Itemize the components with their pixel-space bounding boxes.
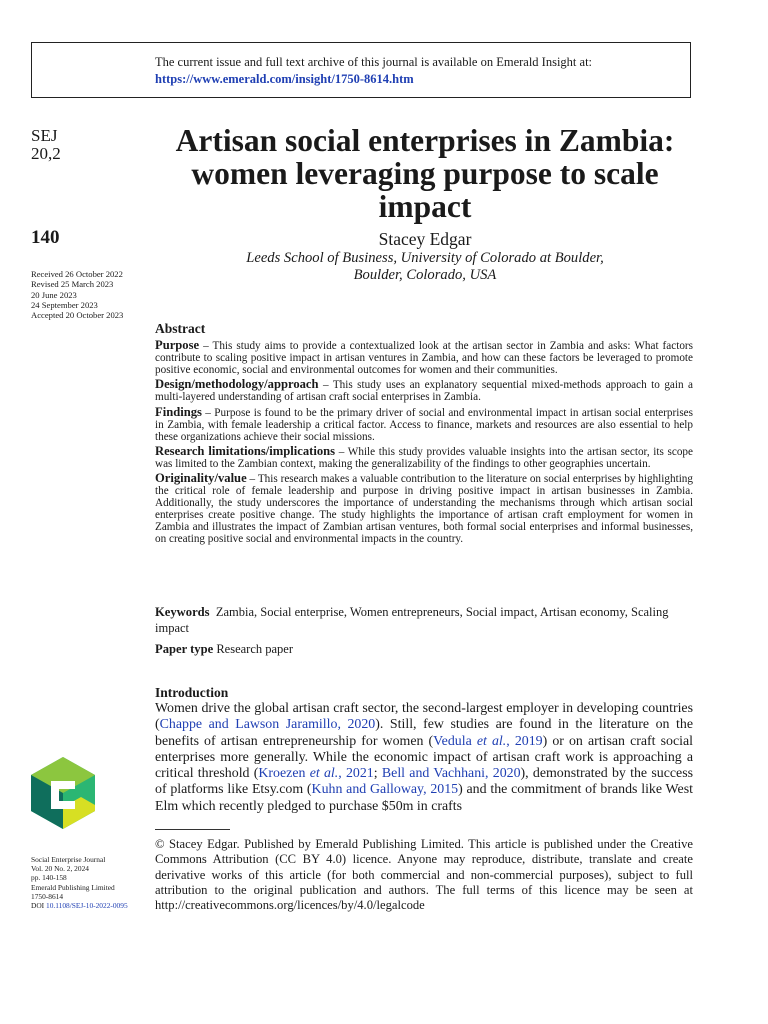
publication-meta	[31, 855, 149, 910]
section-label: Design/methodology/approach	[155, 377, 319, 392]
meta-line: pp. 140-158	[31, 873, 67, 883]
intro-text: ), demonstrated by the success of platforms like Etsy.com (	[155, 766, 694, 798]
abstract-limitations	[155, 446, 693, 471]
paper-type-value: Research paper	[216, 642, 294, 656]
citation-link[interactable]: Kuhn and Galloway, 2015	[311, 782, 459, 798]
meta-line: 1750-8614	[31, 891, 64, 901]
affiliation-line: Boulder, Colorado, USA	[353, 267, 497, 283]
abstract-design	[155, 379, 693, 404]
notice-text: The current issue and full text archive of this journal is available on Emerald Insight at:	[155, 55, 593, 69]
paper-type-label: Paper type	[155, 642, 214, 656]
submission-dates	[31, 269, 149, 320]
article-title: Artisan social enterprises in Zambia: women leveraging purpose to scale impact	[175, 123, 675, 224]
abstract-originality	[155, 473, 693, 545]
intro-text: ) and the commitment of brands like West Elm which recently pledged to purchase $50m in crafts	[155, 782, 693, 814]
affiliation-line: Leeds School of Business, University of Colorado at Boulder,	[246, 250, 604, 266]
abstract-heading: Abstract	[155, 321, 206, 336]
journal-notice-box	[31, 42, 691, 98]
meta-line: Vol. 20 No. 2, 2024	[31, 864, 89, 874]
intro-text: Women drive the global artisan craft sector, the second-largest employer in developing countries (	[155, 701, 693, 733]
doi-prefix: DOI	[31, 901, 45, 911]
volume-issue: 20,2	[31, 144, 61, 163]
footnote-divider	[155, 829, 230, 830]
page-number: 140	[31, 227, 60, 248]
journal-abbrev: SEJ	[31, 126, 58, 145]
author-affiliation	[155, 250, 695, 284]
section-text: – While this study provides valuable insights into the artisan sector, its scope was limited to the Zambian context, making the generalizability of the findings to other geographies uncertain.	[155, 446, 693, 470]
license-notice: © Stacey Edgar. Published by Emerald Publishing Limited. This article is published under the Creative Commons Attribution (CC BY 4.0) licence. Anyone may reproduce, distribute, translate and create derivative works of this article (for both commercial and non-commercial purposes), subject to full attribution to the original publication and authors. The full terms of this licence may be seen at http://creativecommons.org/licences/by/4.0/legalcode	[155, 837, 693, 913]
section-label: Purpose	[155, 338, 200, 352]
journal-code	[31, 127, 61, 163]
date-line: Revised 25 March 2023	[31, 279, 114, 290]
section-text: – This study aims to provide a contextualized look at the artisan sector in Zambia and asks: What factors contribute to scaling positive impact in artisan ventures in Zambia, and how can these factors be leveraged to promote positive economic, social and environmental outcomes for women and their communities.	[155, 340, 693, 376]
date-line: Accepted 20 October 2023	[31, 310, 124, 321]
journal-url-link[interactable]: https://www.emerald.com/insight/1750-8614.htm	[155, 72, 414, 86]
keywords-label: Keywords	[155, 605, 210, 619]
abstract-body	[155, 340, 693, 548]
section-label: Findings	[155, 404, 202, 419]
section-label: Research limitations/implications	[155, 444, 336, 459]
paper-type	[155, 642, 693, 657]
citation-link[interactable]: Chappe and Lawson Jaramillo, 2020	[159, 717, 376, 733]
keywords	[155, 605, 693, 636]
abstract-findings	[155, 404, 693, 444]
doi-link[interactable]: 10.1108/SEJ-10-2022-0095	[46, 901, 128, 911]
keywords-list: Zambia, Social enterprise, Women entrepreneurs, Social impact, Artisan economy, Scaling impact	[155, 605, 669, 635]
citation-link[interactable]: Bell and Vachhani, 2020	[381, 766, 521, 782]
section-text: – This study uses an explanatory sequential mixed-methods approach to gain a multi-layered understanding of artisan craft social enterprises in Zambia.	[155, 379, 693, 404]
section-text: – Purpose is found to be the primary driver of social and environmental impact in artisan social enterprises in Zambia, with female leadership a critical factor. Access to finance, markets and resources are also essential to help these organizations achieve their social missions.	[155, 406, 693, 443]
emerald-logo-icon	[31, 757, 95, 829]
abstract-purpose	[155, 340, 693, 377]
introduction-body	[155, 701, 693, 815]
meta-line: Social Enterprise Journal	[31, 855, 106, 864]
citation-link[interactable]: Vedula et al., 2019	[433, 733, 543, 749]
author-name: Stacey Edgar	[378, 229, 472, 249]
date-line: Received 26 October 2022	[31, 269, 123, 279]
date-line: 20 June 2023	[31, 289, 77, 300]
citation-link[interactable]: Kroezen et al., 2021	[258, 766, 374, 782]
intro-text: ). Still, few studies are found in the literature on the benefits of artisan entrepreneurship for women (	[155, 717, 693, 749]
doi-line	[31, 901, 149, 910]
meta-line: Emerald Publishing Limited	[31, 882, 115, 892]
introduction-heading: Introduction	[155, 685, 229, 700]
section-label: Originality/value	[155, 471, 247, 486]
date-line: 24 September 2023	[31, 299, 98, 310]
intro-text: ;	[373, 766, 382, 782]
intro-text: ) or on artisan craft social enterprises more generally. While the economic impact of artisan craft work is approaching a critical threshold (	[155, 733, 694, 782]
section-text: – This research makes a valuable contribution to the literature on social enterprises by highlighting the critical role of female leadership and purpose in driving positive impact in artisan businesses in Zambia. Additionally, the study underscores the importance of understanding the mechanisms through which artisan social enterprises create positive change. The study highlights the importance of artisan craft employment for women in Zambia and illustrates the impact of Zambian artisan ventures, both formal social enterprises and informal businesses, on creating positive social and environmental impacts in the country.	[155, 473, 693, 545]
